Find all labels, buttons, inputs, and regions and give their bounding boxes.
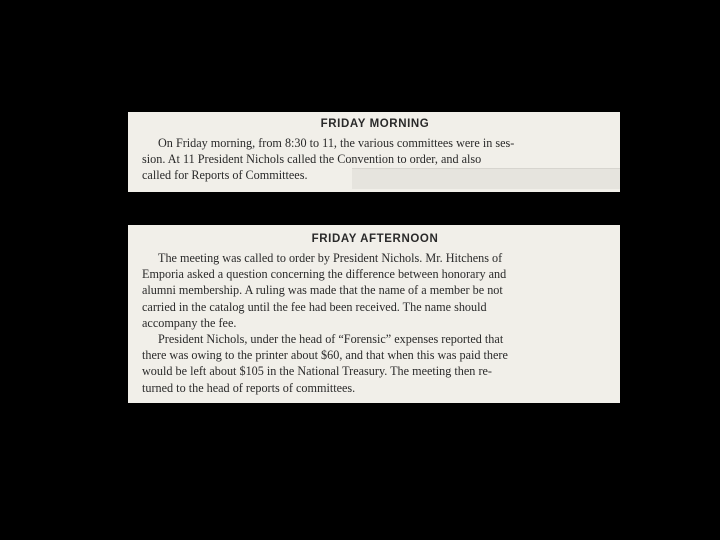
friday-morning-heading: FRIDAY MORNING xyxy=(320,118,430,130)
friday-afternoon-paragraph-2 xyxy=(142,331,608,396)
text-line: accompany the fee. xyxy=(142,315,237,330)
text-line: alumni membership. A ruling was made that the name of a member be not xyxy=(142,283,503,298)
friday-afternoon-heading: FRIDAY AFTERNOON xyxy=(311,233,439,245)
text-line: President Nichols, under the head of “Forensic” expenses reported that xyxy=(158,332,504,347)
friday-afternoon-paragraph-1 xyxy=(142,250,608,331)
paper-strip xyxy=(352,168,620,189)
text-line: there was owing to the printer about $60, and that when this was paid there xyxy=(142,348,508,363)
text-line: called for Reports of Committees. xyxy=(142,168,308,183)
text-line: The meeting was called to order by President Nichols. Mr. Hitchens of xyxy=(158,251,503,265)
text-line: Emporia asked a question concerning the difference between honorary and xyxy=(142,267,507,282)
text-line: would be left about $105 in the National Treasury. The meeting then re- xyxy=(142,364,492,379)
text-line: turned to the head of reports of committees. xyxy=(142,380,356,395)
text-line: carried in the catalog until the fee had been received. The name should xyxy=(142,299,487,314)
friday-afternoon-clipping xyxy=(128,225,620,403)
text-line: sion. At 11 President Nichols called the Convention to order, and also xyxy=(142,152,482,167)
text-line: On Friday morning, from 8:30 to 11, the various committees were in ses- xyxy=(158,136,515,150)
